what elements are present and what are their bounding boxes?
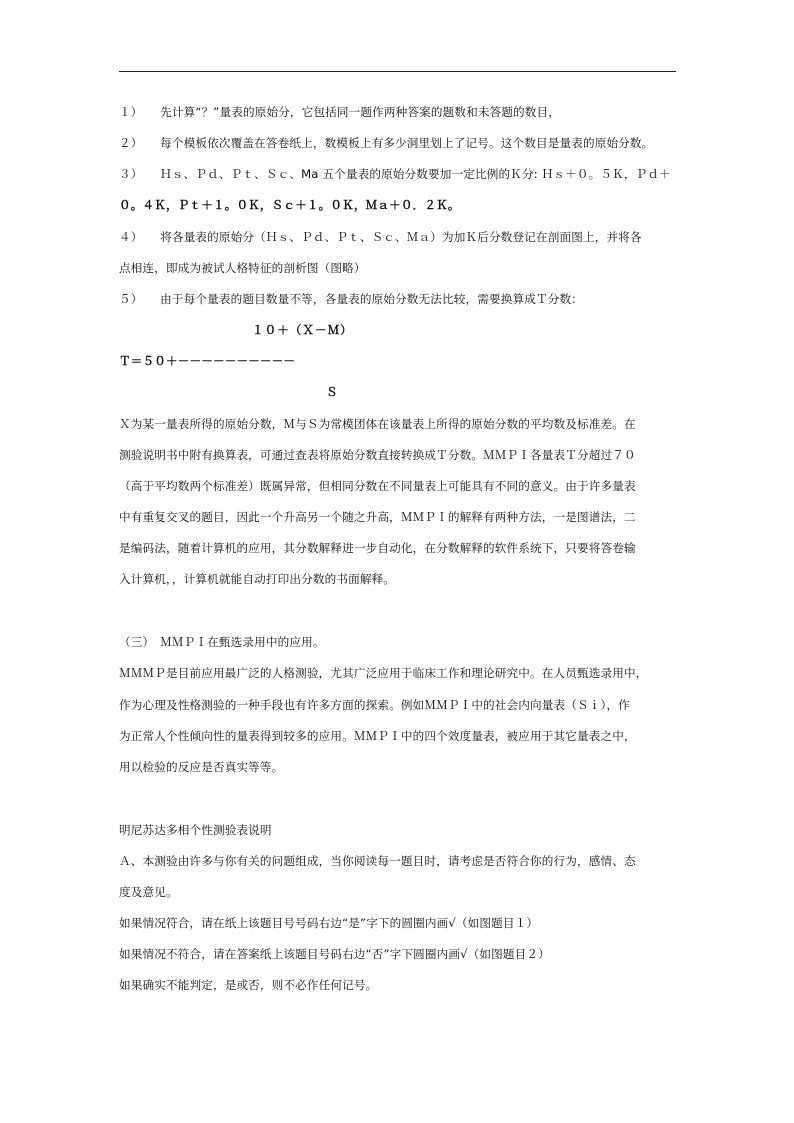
formula-main: Ｔ＝５０＋－－－－－－－－－－ <box>119 354 296 368</box>
explain-line-5: 是编码法，随着计算机的应用，其分数解释进一步自动化，在分数解释的软件系统下，只要将答卷输 <box>119 541 636 555</box>
explain-line-4: 中有重复交叉的题目，因此一个升高另一个随之升高，ＭＭＰＩ的解释有两种方法，一是图谱法，二 <box>119 510 636 524</box>
step-2: ２） 每个模板依次覆盖在答卷纸上，数模板上有多少洞里划上了记号。这个数目是量表的原始分数。 <box>119 136 654 150</box>
formula-numerator: １０＋（Ｘ－Ｍ） <box>252 323 353 337</box>
instructions-title: 明尼苏达多相个性测验表说明 <box>119 823 272 837</box>
step-4-line-1: ４） 将各量表的原始分（Ｈｓ、Ｐｄ、Ｐｔ、Ｓｃ、Ｍａ）为加Ｋ后分数登记在剖面图上，并将各 <box>119 230 642 244</box>
section-3-line-4: 用以检验的反应是否真实等等。 <box>119 760 284 774</box>
explain-line-1: Ｘ为某一量表所得的原始分数，Ｍ与Ｓ为常模团体在该量表上所得的原始分数的平均数及标准差。在 <box>119 417 636 431</box>
instructions-yes: 如果情况符合，请在纸上该题目号号码右边“是”字下的圆圈内画√（如图题目１） <box>119 916 539 930</box>
section-3-line-2: 作为心理及性格测验的一种手段也有许多方面的探索。例如ＭＭＰＩ中的社会内向量表（Ｓｉ），作 <box>119 698 630 712</box>
instructions-no: 如果情况不符合，请在答案纸上该题目号码右边“否”字下圆圈内画√（如图题目２） <box>119 947 550 961</box>
formula-denominator: Ｓ <box>326 385 338 399</box>
step-3-line-2: ０。４Ｋ，Ｐｔ＋１。０Ｋ，Ｓｃ＋１。０Ｋ，Ｍａ＋０．２Ｋ。 <box>119 198 460 212</box>
section-3-title: （三） ＭＭＰＩ在甄选录用中的应用。 <box>119 635 325 649</box>
section-3-line-1: ＭＭＭＰ是目前应用最广泛的人格测验，尤其广泛应用于临床工作和理论研究中。在人员甄选录用中， <box>119 666 648 680</box>
instructions-a-line-1: Ａ、本测验由许多与你有关的问题组成，当你阅读每一题目时，请考虑是否符合你的行为，感情、态 <box>119 854 636 868</box>
explain-line-2: 测验说明书中附有换算表，可通过查表将原始分数直接转换成Ｔ分数。ＭＭＰＩ各量表Ｔ分超过７０ <box>119 448 636 462</box>
step-3-line-1: ３） Ｈｓ、Ｐｄ、Ｐｔ、Ｓｃ、Ma 五个量表的原始分数要加一定比例的Ｋ分: Ｈｓ＋０。５Ｋ，Ｐｄ＋ <box>119 167 671 181</box>
explain-line-3: （高于平均数两个标准差）既属异常，但相同分数在不同量表上可能具有不同的意义。由于许多量表 <box>119 479 636 493</box>
instructions-none: 如果确实不能判定，是或否，则不必作任何记号。 <box>119 978 378 992</box>
header-rule <box>119 71 676 72</box>
instructions-a-line-2: 度及意见。 <box>119 885 178 899</box>
explain-line-6: 入计算机，，计算机就能自动打印出分数的书面解释。 <box>119 572 396 586</box>
step-4-line-2: 点相连，即成为被试人格特征的剖析图（图略） <box>119 261 366 275</box>
section-3-line-3: 为正常人个性倾向性的量表得到较多的应用。ＭＭＰＩ中的四个效度量表，被应用于其它量表之中， <box>119 729 636 743</box>
step-1: １） 先计算“？”量表的原始分，它包括同一题作两种答案的题数和未答题的数目， <box>119 105 561 119</box>
step-5: ５） 由于每个量表的题目数量不等，各量表的原始分数无法比较，需要换算成Ｔ分数： <box>119 292 583 306</box>
